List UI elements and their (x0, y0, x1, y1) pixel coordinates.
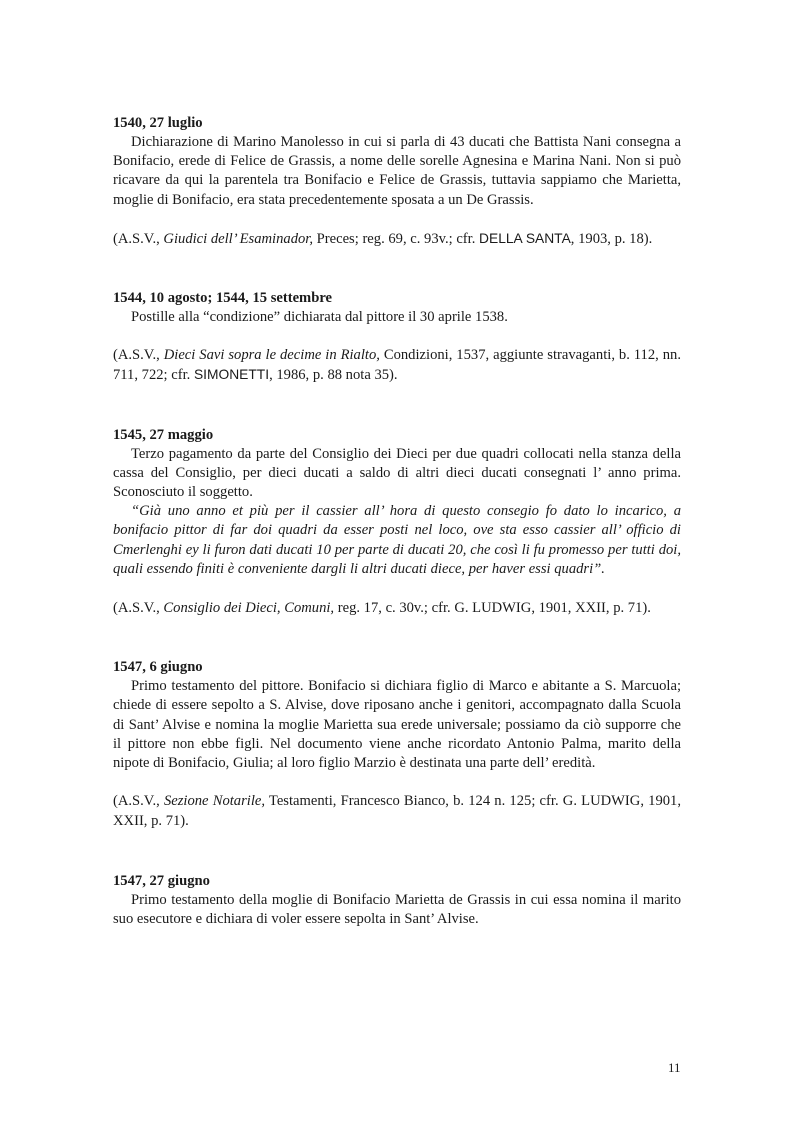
entry-body: Primo testamento del pittore. Bonifacio si dichiara figlio di Marco e abitante a S. Marcuola; chiede di essere sepolto a S. Alvise, dove riposano anche i genitori, accompagnato dalla Scuola di Sant’ Alvise e nomina la moglie Marietta sua erede universale; possiamo da ciò supporre che il pittore non ebbe figli. Nel documento viene anche ricordato Antonio Palma, marito della nipote di Bonifacio, Giulia; al loro figlio Marzio è destinata una parte dell’ eredità. (113, 678, 681, 772)
entry-date: 1544, 10 agosto; 1544, 15 settembre (113, 290, 333, 307)
entry-1547-06-27 (113, 872, 681, 929)
document-page (113, 114, 681, 929)
entry-quote: “Già uno anno et più per il cassier all’ hora di questo consegio fo dato lo incarico, a bonifacio pittor di far doi quadri da esser posti nel loco, ove sta esso cassier all’ officio di Cmerlenghi ey li furon dati ducati 10 per parte di ducati 20, che così li fu promesso per tutti doi, quali essendo finiti è conveniente dargli li altri ducati diece, per haver essi quadri”. (113, 503, 681, 577)
entry-reference: (A.S.V., Consiglio dei Dieci, Comuni, reg. 17, c. 30v.; cfr. G. LUDWIG, 1901, XXII, p. 71). (113, 600, 651, 617)
entry-date: 1547, 6 giugno (113, 659, 203, 676)
entry-body: Dichiarazione di Marino Manolesso in cui si parla di 43 ducati che Battista Nani consegna a Bonifacio, erede di Felice de Grassis, a nome delle sorelle Agnesina e Marina Nani. Non si può ricavare da qui la parentela tra Bonifacio e Felice de Grassis, tuttavia sappiamo che Marietta, moglie di Bonifacio, era stata precedentemente sposata a un De Grassis. (113, 134, 681, 208)
entry-1540-07-27 (113, 114, 681, 249)
entry-body: Primo testamento della moglie di Bonifacio Marietta de Grassis in cui essa nomina il marito suo esecutore e dichiara di voler essere sepolta in Sant’ Alvise. (113, 891, 681, 927)
entry-reference: (A.S.V., Dieci Savi sopra le decime in Rialto, Condizioni, 1537, aggiunte stravaganti, b. 112, nn. 711, 722; cfr. SIMONETTI, 1986, p. 88 nota 35). (113, 347, 681, 384)
entry-reference: (A.S.V., Giudici dell’ Esaminador, Preces; reg. 69, c. 93v.; cfr. DELLA SANTA, 1903, p. 18). (113, 230, 653, 247)
entry-1547-06-06 (113, 658, 681, 831)
entry-1544-08-10 (113, 289, 681, 386)
entry-date: 1547, 27 giugno (113, 872, 210, 889)
entry-1545-05-27 (113, 426, 681, 619)
entry-body: Postille alla “condizione” dichiarata dal pittore il 30 aprile 1538. (131, 309, 508, 326)
entry-date: 1545, 27 maggio (113, 426, 214, 443)
entry-date: 1540, 27 luglio (113, 115, 203, 131)
page-number: 11 (668, 1060, 681, 1075)
entry-body: Terzo pagamento da parte del Consiglio dei Dieci per due quadri collocati nella stanza della cassa del Consiglio, per dieci ducati a saldo di altri dieci ducati consegnati l’ anno prima. Sconosciuto il soggetto. (113, 445, 681, 501)
entry-reference: (A.S.V., Sezione Notarile, Testamenti, Francesco Bianco, b. 124 n. 125; cfr. G. LUDWIG, 1901, XXII, p. 71). (113, 793, 681, 830)
